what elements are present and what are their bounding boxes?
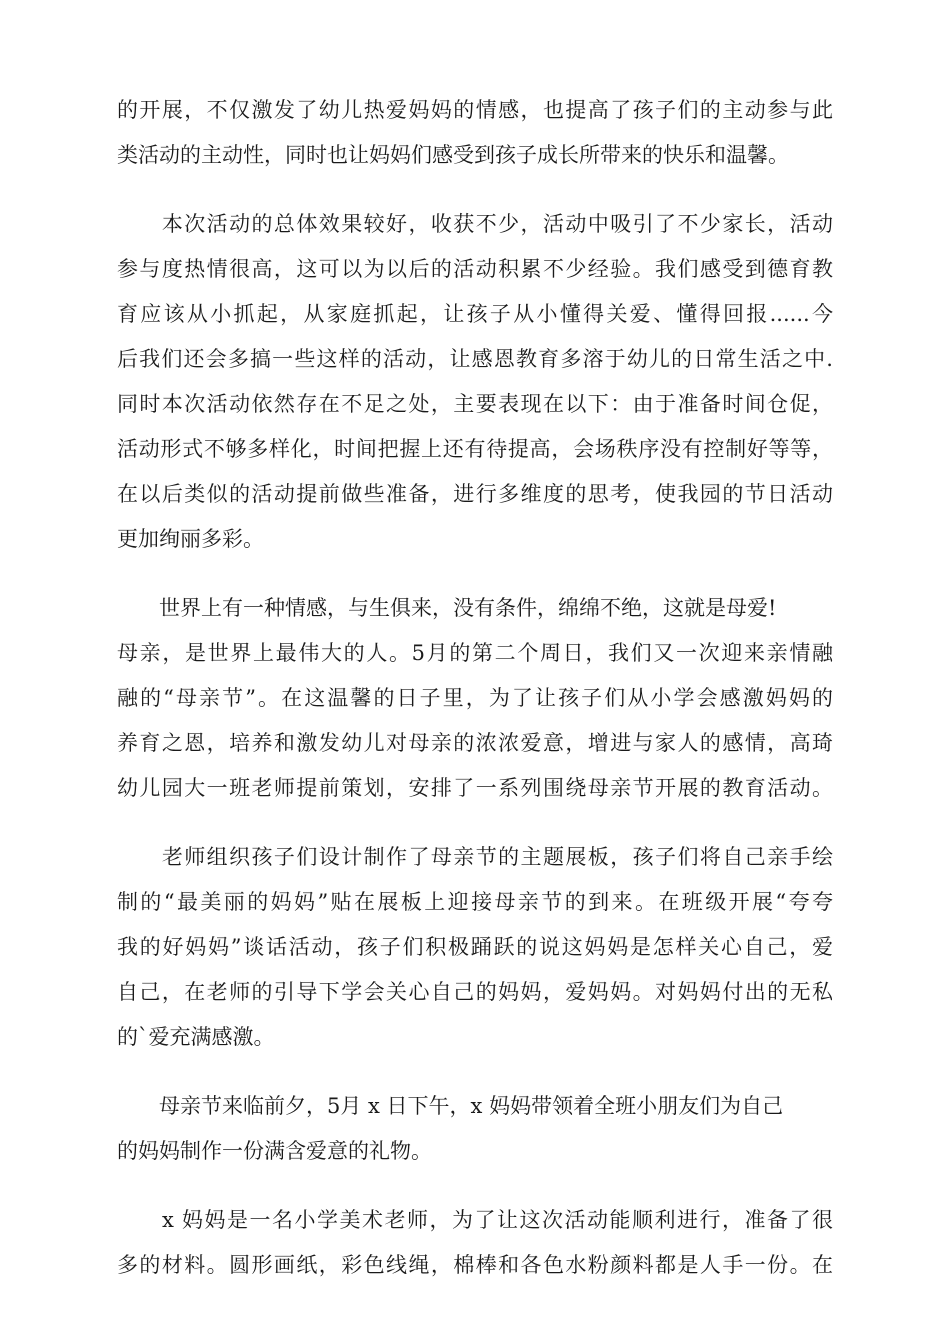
- text-line: 的开展，不仅激发了幼儿热爱妈妈的情感，也提高了孩子们的主动参与此: [117, 98, 833, 122]
- text-line: 的妈妈制作一份满含爱意的礼物。: [117, 1139, 432, 1163]
- text-line: 后我们还会多搞一些这样的活动，让感恩教育多溶于幼儿的日常生活之中.: [117, 347, 833, 371]
- text-line: 本次活动的总体效果较好，收获不少，活动中吸引了不少家长，活动: [117, 212, 833, 236]
- text-line: 世界上有一种情感，与生俱来，没有条件，绵绵不绝，这就是母爱!: [117, 596, 777, 620]
- text-line: 同时本次活动依然存在不足之处，主要表现在以下：由于准备时间仓促，: [117, 392, 833, 416]
- document-page: [117, 88, 833, 1312]
- text-line: 母亲节来临前夕，5月 x 日下午，x 妈妈带领着全班小朋友们为自己: [117, 1094, 784, 1118]
- text-line: 老师组织孩子们设计制作了母亲节的主题展板，孩子们将自己亲手绘: [117, 845, 833, 869]
- text-line: 更加绚丽多彩。: [117, 527, 264, 551]
- text-line: 幼儿园大一班老师提前策划，安排了一系列围绕母亲节开展的教育活动。: [117, 776, 833, 800]
- paragraph: [117, 202, 833, 562]
- text-line: 参与度热情很高，这可以为以后的活动积累不少经验。我们感受到德育教: [117, 257, 833, 281]
- text-line: 在以后类似的活动提前做些准备，进行多维度的思考，使我园的节日活动: [117, 482, 833, 506]
- paragraph: [117, 835, 833, 1060]
- text-line: 养育之恩，培养和激发幼儿对母亲的浓浓爱意，增进与家人的感情，高琦: [117, 731, 833, 755]
- text-line: 母亲，是世界上最伟大的人。5月的第二个周日，我们又一次迎来亲情融: [117, 641, 833, 665]
- text-line: 类活动的主动性，同时也让妈妈们感受到孩子成长所带来的快乐和温馨。: [117, 143, 789, 167]
- paragraph: [117, 1198, 833, 1288]
- text-line: 活动形式不够多样化，时间把握上还有待提高，会场秩序没有控制好等等，: [117, 437, 833, 461]
- text-line: 育应该从小抓起，从家庭抓起，让孩子从小懂得关爱、懂得回报......今: [117, 302, 833, 326]
- text-line: 多的材料。圆形画纸，彩色线绳，棉棒和各色水粉颜料都是人手一份。在: [117, 1253, 833, 1277]
- paragraph: [117, 88, 833, 178]
- text-line: 融的“母亲节”。在这温馨的日子里，为了让孩子们从小学会感激妈妈的: [117, 686, 833, 710]
- paragraph: [117, 1084, 833, 1174]
- text-line: 制的“最美丽的妈妈”贴在展板上迎接母亲节的到来。在班级开展“夸夸: [117, 890, 833, 914]
- paragraph: [117, 586, 833, 811]
- text-line: 我的好妈妈”谈话活动，孩子们积极踊跃的说这妈妈是怎样关心自己，爱: [117, 935, 833, 959]
- text-line: x 妈妈是一名小学美术老师，为了让这次活动能顺利进行，准备了很: [117, 1208, 833, 1232]
- text-line: 的`爱充满感激。: [117, 1025, 275, 1049]
- text-line: 自己，在老师的引导下学会关心自己的妈妈，爱妈妈。对妈妈付出的无私: [117, 980, 833, 1004]
